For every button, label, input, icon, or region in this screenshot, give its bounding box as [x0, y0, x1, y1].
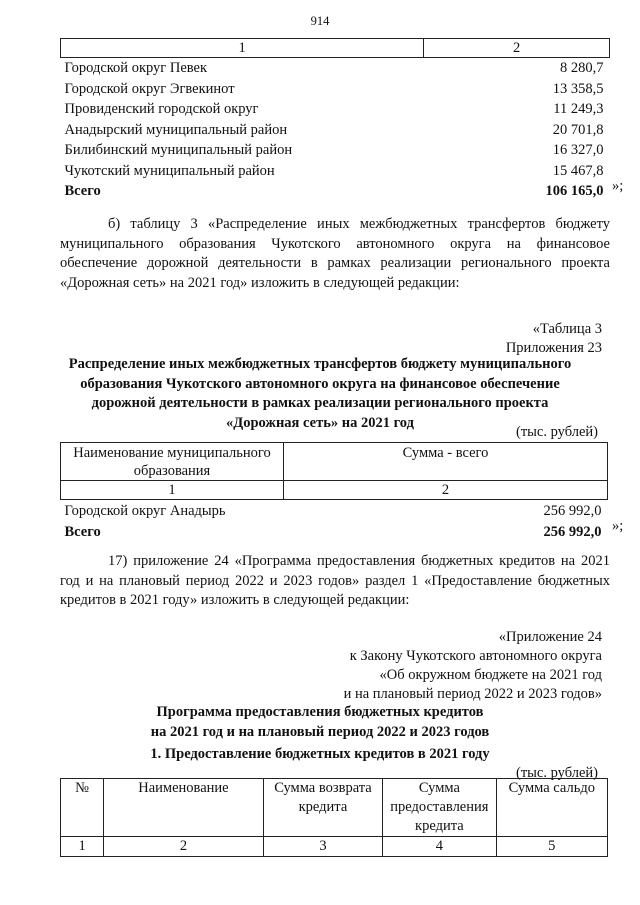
- paragraph-17-text: 17) приложение 24 «Программа предоставления бюджетных кредитов на 2021 год и на плановый период 2022 и 2023 годов» раздел 1 «Предоставление бюджетных кредитов в 2021 году» изложить в следующей редакции:: [60, 553, 610, 608]
- district-value: 20 701,8: [552, 121, 604, 138]
- district-name: Анадырский муниципальный район: [64, 121, 288, 138]
- table3-reference: [506, 320, 602, 358]
- table3-title-line: образования Чукотского автономного округа на финансовое обеспечение: [80, 375, 560, 392]
- total-value: 106 165,0: [545, 183, 604, 200]
- district-name: Провиденский городской округ: [64, 101, 259, 118]
- road-transfer-table: [60, 442, 608, 542]
- table3-title-line: «Дорожная сеть» на 2021 год: [226, 414, 414, 431]
- appendix-ref-line: к Закону Чукотского автономного округа: [349, 648, 602, 664]
- column-number-1: 1: [61, 837, 104, 857]
- table2-units: (тыс. рублей): [516, 424, 598, 440]
- district-value: 15 467,8: [552, 162, 604, 179]
- allocation-table-continued: [60, 38, 610, 202]
- column-header-sum: Сумма - всего: [283, 443, 607, 481]
- total-value: 256 992,0: [543, 523, 602, 540]
- table-row: [61, 120, 610, 141]
- total-row: [61, 181, 610, 202]
- table4-units: (тыс. рублей): [516, 765, 598, 781]
- district-name: Городской округ Эгвекинот: [64, 80, 235, 97]
- total-label: Всего: [64, 523, 101, 540]
- column-header-balance: Сумма сальдо: [496, 779, 607, 837]
- column-header-provision: Сумма предоставления кредита: [383, 779, 496, 837]
- district-name: Городской округ Певек: [64, 60, 208, 77]
- paragraph-b-text: б) таблицу 3 «Распределение иных межбюджетных трансфертов бюджету муниципального образования Чукотского автономного округа на финансовое обеспечение дорожной деятельности в рамках реализации регионального проекта «Дорожная сеть» на 2021 год» изложить в следующей редакции:: [60, 216, 610, 291]
- paragraph-b: [60, 215, 610, 293]
- appendix-reference: [344, 628, 602, 704]
- column-number-1: 1: [61, 39, 424, 58]
- column-number-2: 2: [283, 481, 607, 500]
- district-value: 13 358,5: [552, 80, 604, 97]
- total-row: [61, 521, 608, 542]
- district-name: Чукотский муниципальный район: [64, 162, 275, 179]
- district-value: 256 992,0: [543, 502, 602, 519]
- budget-credits-table: [60, 778, 608, 857]
- column-number-3: 3: [263, 837, 382, 857]
- table3-ref-line2: Приложения 23: [505, 340, 602, 356]
- table-row: [61, 99, 610, 120]
- appendix-ref-line: и на плановый период 2022 и 2023 годов»: [343, 686, 602, 702]
- table3-ref-line1: «Таблица 3: [532, 321, 602, 337]
- district-value: 8 280,7: [560, 60, 604, 77]
- program-title-line: на 2021 год и на плановый период 2022 и 2023 годов: [150, 723, 490, 740]
- paragraph-17: [60, 552, 610, 611]
- district-value: 16 327,0: [552, 142, 604, 159]
- table-row: [61, 161, 610, 182]
- table2-closing-quote: »;: [612, 518, 624, 534]
- column-number-1: 1: [61, 481, 284, 500]
- column-number-2: 2: [424, 39, 610, 58]
- column-header-number: №: [61, 779, 104, 837]
- district-name: Билибинский муниципальный район: [64, 142, 293, 159]
- district-name: Городской округ Анадырь: [64, 502, 226, 519]
- table1-closing-quote: »;: [612, 178, 624, 194]
- section-title: 1. Предоставление бюджетных кредитов в 2021 году: [150, 746, 490, 762]
- program-title: [0, 703, 640, 742]
- appendix-ref-line: «Об окружном бюджете на 2021 год: [379, 667, 602, 683]
- table-row: [61, 500, 608, 522]
- district-value: 11 249,3: [553, 101, 604, 118]
- table3-title-line: дорожной деятельности в рамках реализации регионального проекта: [91, 395, 549, 411]
- table3-title-line: Распределение иных межбюджетных трансфертов бюджету муниципального: [68, 356, 572, 372]
- column-header-return: Сумма возврата кредита: [263, 779, 382, 837]
- table-row: [61, 79, 610, 100]
- column-number-4: 4: [383, 837, 496, 857]
- program-title-line: Программа предоставления бюджетных кредитов: [156, 704, 484, 720]
- table3-title: [0, 355, 640, 433]
- column-number-5: 5: [496, 837, 607, 857]
- column-number-2: 2: [104, 837, 264, 857]
- page-number: 914: [310, 14, 330, 28]
- table-row: [61, 140, 610, 161]
- total-label: Всего: [64, 183, 101, 200]
- table-row: [61, 58, 610, 79]
- column-header-name: Наименование муниципального образования: [61, 443, 284, 481]
- appendix-ref-line: «Приложение 24: [498, 629, 602, 645]
- column-header-name: Наименование: [104, 779, 264, 837]
